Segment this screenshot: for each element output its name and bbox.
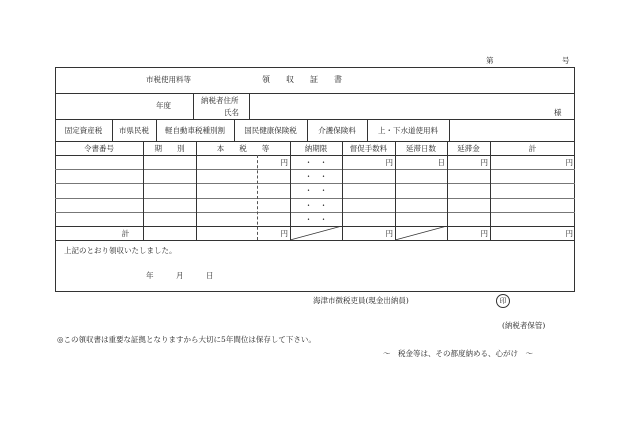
due-date-placeholder: ・ ・ xyxy=(304,200,328,210)
section-divider xyxy=(55,93,575,94)
category-fixed-asset-tax: 固定資産税 xyxy=(64,125,103,135)
due-date-placeholder: ・ ・ xyxy=(304,157,328,167)
unit-yen: 円 xyxy=(480,228,488,238)
date-line: 年 月 日 xyxy=(146,271,214,280)
collector-label: 海津市徴税吏員(現金出納員) xyxy=(313,296,409,305)
due-date-slash xyxy=(290,226,342,240)
unit-yen: 円 xyxy=(565,228,573,238)
due-date-placeholder: ・ ・ xyxy=(304,214,328,224)
overdue-days-slash xyxy=(395,226,447,240)
fiscal-year-label: 年度 xyxy=(156,101,171,110)
header-principal-tax: 本 税 等 xyxy=(216,143,270,153)
category-care-insurance: 介護保険料 xyxy=(318,125,356,135)
unit-yen: 円 xyxy=(385,228,393,238)
unit-yen: 円 xyxy=(280,157,288,167)
divider xyxy=(193,93,194,119)
total-row-label: 計 xyxy=(121,228,130,238)
category-resident-tax: 市県民税 xyxy=(119,125,149,135)
divider xyxy=(249,93,250,119)
header-period: 期 別 xyxy=(154,143,185,153)
payer-name-label: 氏名 xyxy=(224,108,239,117)
fee-type-label: 市税使用料等 xyxy=(146,75,191,84)
header-overdue-days: 延滞日数 xyxy=(406,143,436,153)
header-reminder-fee: 督促手数料 xyxy=(349,143,388,153)
divider xyxy=(449,119,450,141)
slogan: 〜 税金等は、その都度納める、心がけ 〜 xyxy=(383,349,533,358)
unit-yen: 円 xyxy=(385,157,393,167)
unit-day: 日 xyxy=(437,157,445,167)
category-water-sewer: 上・下水道使用料 xyxy=(378,125,438,135)
header-due-date: 納期限 xyxy=(304,143,328,153)
category-health-insurance-tax: 国民健康保険税 xyxy=(244,125,297,135)
unit-yen: 円 xyxy=(480,157,488,167)
number-suffix: 号 xyxy=(562,56,570,65)
header-late-fee: 延滞金 xyxy=(457,143,480,153)
retention-note: ◎この領収書は重要な証拠となりますから大切に5年間位は保存して下さい。 xyxy=(57,335,316,344)
due-date-placeholder: ・ ・ xyxy=(304,186,328,195)
column-divider xyxy=(196,141,197,240)
received-statement: 上記のとおり領収いたしました。 xyxy=(64,246,177,255)
category-light-vehicle-tax: 軽自動車税種別割 xyxy=(165,125,225,135)
unit-yen: 円 xyxy=(565,157,573,167)
header-total: 計 xyxy=(528,143,537,153)
seal-mark: 印 xyxy=(496,294,510,308)
payer-keep-label: (納税者保管) xyxy=(502,321,546,330)
number-prefix: 第 xyxy=(486,56,494,65)
due-date-placeholder: ・ ・ xyxy=(304,171,328,181)
payer-address-label: 納税者住所 xyxy=(201,96,239,105)
header-bill-number: 令書番号 xyxy=(84,143,114,153)
receipt-title: 領 収 証 書 xyxy=(262,75,342,84)
honorific-sama: 様 xyxy=(554,108,562,117)
section-divider xyxy=(55,240,575,241)
unit-yen: 円 xyxy=(280,228,288,238)
